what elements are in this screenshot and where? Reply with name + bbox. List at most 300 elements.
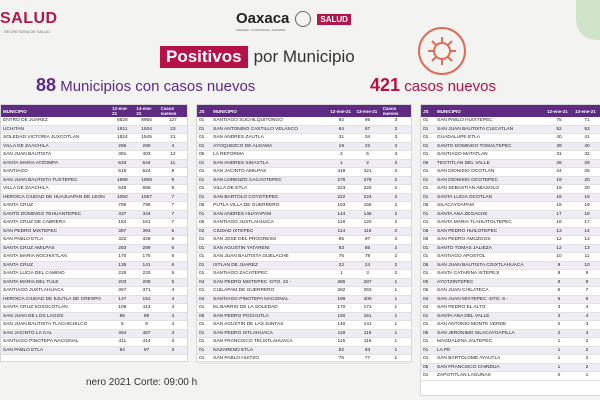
table-row — [1, 202, 187, 211]
table-cell: 1 — [573, 372, 600, 381]
table-cell: 224 — [354, 193, 380, 202]
table-cell: 3 — [545, 312, 573, 321]
table-cell: 4 — [159, 295, 187, 304]
col-date1: 12-ene-21 — [110, 105, 134, 117]
table-cell: 328 — [134, 236, 158, 245]
table-cell: VILLA DE ETLA — [211, 185, 328, 194]
table-row — [1, 270, 187, 279]
table-cell: 01 — [197, 236, 211, 245]
table-cell: 119 — [354, 329, 380, 338]
table-cell: SANTIAGO APOSTOL — [435, 253, 545, 262]
table-row — [421, 134, 600, 143]
table-cell: 633 — [110, 159, 134, 168]
table-cell: 05 — [421, 363, 435, 372]
table-cell: 2 — [573, 346, 600, 355]
table-cell: SAN JUAN BAUTISTA — [1, 151, 110, 160]
table-row — [421, 295, 600, 304]
table-cell: 170 — [328, 304, 354, 313]
table-row — [1, 253, 187, 262]
table-row — [421, 168, 600, 177]
table-cell: 01 — [197, 261, 211, 270]
table-cell: 02 — [197, 227, 211, 236]
table-cell: 01 — [197, 287, 211, 296]
table-panel-3 — [420, 104, 600, 396]
table-row — [421, 244, 600, 253]
table-cell: 6 — [159, 261, 187, 270]
table-cell: 2 — [381, 236, 411, 245]
table-cell: 116 — [354, 227, 380, 236]
table-cell: 118 — [328, 329, 354, 338]
table-row — [197, 193, 411, 202]
table-cell: 24 — [354, 261, 380, 270]
table-cell: 7 — [159, 193, 187, 202]
table-cell: 01 — [421, 125, 435, 134]
table-cell: 19 — [545, 185, 573, 194]
table-cell: 1911 — [110, 125, 134, 134]
table-cell: 1599 — [110, 176, 134, 185]
table-cell: 05 — [421, 261, 435, 270]
table-cell: 4 — [159, 304, 187, 313]
table-row — [197, 236, 411, 245]
table-row — [421, 304, 600, 313]
table-cell: 1934 — [134, 125, 158, 134]
table-cell: SAN PEDRO IXTLAHUACA — [211, 329, 328, 338]
table-cell: 12 — [159, 151, 187, 160]
table-row — [421, 193, 600, 202]
table-cell: HEROICA CIUDAD DE EJUTLA DE CRESPO — [1, 295, 110, 304]
oaxaca-logo: Oaxaca — [236, 10, 290, 27]
table-cell: 01 — [197, 185, 211, 194]
table-cell: 7 — [159, 202, 187, 211]
table-cell: 5 — [545, 295, 573, 304]
table-cell: 524 — [134, 168, 158, 177]
table-cell: SAN ANTONINO CASTILLO VELASCO — [211, 125, 328, 134]
table-cell: 9 — [159, 176, 187, 185]
table-cell: SANTIAGO JUXTLAHUACA — [1, 287, 110, 296]
table-cell: 01 — [421, 185, 435, 194]
table-cell: 3 — [381, 134, 411, 143]
table-cell: 2 — [381, 227, 411, 236]
table-cell: 01 — [421, 176, 435, 185]
table-cell: SAN JOSE DEL PROGRESO — [211, 236, 328, 245]
table-cell: 4 — [159, 321, 187, 330]
table-cell: 5 — [110, 321, 134, 330]
table-row — [1, 219, 187, 228]
table-cell: 161 — [134, 219, 158, 228]
table-row — [197, 329, 411, 338]
table-cell: 22 — [354, 142, 380, 151]
table-cell: 01 — [421, 244, 435, 253]
table-row — [1, 134, 187, 143]
col-js: JS — [421, 105, 435, 117]
table-cell: 155 — [354, 202, 380, 211]
table-cell: 116 — [354, 338, 380, 347]
table-cell: 01 — [421, 253, 435, 262]
table-row — [197, 261, 411, 270]
table-cell: 01 — [421, 270, 435, 279]
table-cell: 92 — [328, 117, 354, 125]
table-cell: 3 — [159, 346, 187, 355]
table-cell: 13 — [573, 236, 600, 245]
table-row — [197, 355, 411, 364]
table-cell: 6 — [159, 253, 187, 262]
table-cell: SANTA MARIA DEL TULE — [1, 278, 110, 287]
table-row — [1, 210, 187, 219]
table-row — [1, 142, 187, 151]
table-cell: 01 — [421, 338, 435, 347]
table-cell: 2 — [328, 151, 354, 160]
table-cell: 75 — [545, 117, 573, 125]
table-cell: 8828 — [110, 117, 134, 125]
table-cell: 1 — [381, 338, 411, 347]
table-cell: 9 — [159, 168, 187, 177]
table-row — [421, 219, 600, 228]
table-cell: 2 — [381, 244, 411, 253]
table-cell: 3 — [381, 159, 411, 168]
salud-logo-subtitle: SECRETARÍA DE SALUD — [4, 29, 51, 34]
table-row — [197, 295, 411, 304]
table-cell: 05 — [421, 287, 435, 296]
table-cell: 391 — [110, 151, 134, 160]
table-cell: 1057 — [134, 193, 158, 202]
table-cell: SANTIAGO — [1, 168, 110, 177]
table-cell: 153 — [328, 202, 354, 211]
table-cell: 3 — [381, 125, 411, 134]
table-cell: 3 — [545, 304, 573, 313]
table-cell: SAN PEDRO MIXTEPEC — [1, 227, 110, 236]
table-cell: 118 — [328, 219, 354, 228]
table-cell: 3 — [159, 338, 187, 347]
table-row — [1, 227, 187, 236]
table-cell: 19 — [545, 176, 573, 185]
table-cell: 04 — [197, 295, 211, 304]
table-cell: 147 — [110, 295, 134, 304]
table-cell: 1 — [328, 159, 354, 168]
table-cell: 393 — [134, 227, 158, 236]
table-cell: SAN SEBASTIAN ABASOLO — [435, 185, 545, 194]
table-cell: 141 — [134, 261, 158, 270]
table-cell: 109 — [110, 304, 134, 313]
table-cell: SAN JUAN CHILATECA — [435, 287, 545, 296]
state-seal-icon — [295, 11, 311, 27]
col-casos: Casos nuevos — [381, 105, 411, 117]
table-cell: 52 — [545, 125, 573, 134]
table-cell: 1 — [381, 287, 411, 296]
table-row — [1, 261, 187, 270]
table-cell: 1 — [545, 363, 573, 372]
casos-summary — [370, 75, 496, 96]
table-cell: 17 — [545, 210, 573, 219]
casos-text: casos nuevos — [404, 78, 496, 95]
table-cell: 2 — [381, 253, 411, 262]
table-cell: SANTIAGO ZACATEPEC — [211, 270, 328, 279]
table-cell: 01 — [421, 151, 435, 160]
table-cell: 13 — [573, 244, 600, 253]
table-row — [421, 363, 600, 372]
table-cell: 278 — [354, 176, 380, 185]
table-cell: 18 — [545, 193, 573, 202]
table-cell: 8 — [545, 278, 573, 287]
table-cell: SANTA CRUZ AMILPAS — [1, 244, 110, 253]
table-cell: 225 — [354, 185, 380, 194]
col-municipio: MUNICIPIO — [1, 105, 110, 117]
table-cell: SAN BARTOLO COYOTEPEC — [211, 193, 328, 202]
col-municipio: MUNICIPIO — [435, 105, 545, 117]
table-cell: SAN PEDRO HUILOTEPEC — [435, 227, 545, 236]
table-cell: 1 — [545, 355, 573, 364]
table-cell: 01 — [421, 117, 435, 125]
table-cell: 7 — [573, 287, 600, 296]
table-cell: 223 — [328, 185, 354, 194]
table-cell: 76 — [328, 253, 354, 262]
table-cell: 5 — [159, 278, 187, 287]
table-cell: SAN JUAN BAUTISTA CUICATLAN — [435, 125, 545, 134]
table-cell: SANTO DOMINGO TEHUANTEPEC — [1, 210, 110, 219]
table-cell: 20 — [573, 185, 600, 194]
table-cell: 154 — [110, 219, 134, 228]
table-cell: 01 — [421, 321, 435, 330]
table-cell: 01 — [421, 219, 435, 228]
table-cell: 85 — [354, 244, 380, 253]
table-cell: 135 — [110, 261, 134, 270]
table-cell: 01 — [197, 270, 211, 279]
table-cell: 8955 — [134, 117, 158, 125]
table-cell: SAN BARTOLOME AYAUTLA — [435, 355, 545, 364]
table-cell: 01 — [197, 304, 211, 313]
table-cell: 3 — [573, 321, 600, 330]
table-cell: 16 — [545, 219, 573, 228]
table-cell: 1 — [545, 346, 573, 355]
table-cell: 1 — [381, 278, 411, 287]
table-cell: 18 — [545, 202, 573, 211]
table-cell: 200 — [354, 295, 380, 304]
table-row — [1, 159, 187, 168]
table-cell: SAN PABLO ETLA — [1, 236, 110, 245]
table-cell: 40 — [573, 142, 600, 151]
table-cell: 3 — [381, 151, 411, 160]
table-cell: 64 — [328, 125, 354, 134]
table-row — [1, 236, 187, 245]
casos-count: 421 — [370, 75, 401, 95]
table-cell: SANTA LUCIA OCOTLAN — [435, 193, 545, 202]
table-cell: 01 — [421, 142, 435, 151]
table-cell: 32 — [573, 151, 600, 160]
table-cell: NAZARENO ETLA — [211, 346, 328, 355]
table-cell: 2 — [381, 168, 411, 177]
table-cell: SOLEDAD VICTORIA JUXCOTLAN — [1, 134, 110, 143]
table-cell: SAN PABLO HUIXTEPEC — [435, 117, 545, 125]
table-cell: 01 — [421, 346, 435, 355]
table-cell: SAN JUAN DE LOS LAGOS — [1, 312, 110, 321]
table-cell: 141 — [354, 321, 380, 330]
table-cell: ZAPOTITLAN LAGUNAS — [435, 372, 545, 381]
table-cell: 4 — [573, 304, 600, 313]
table-cell: 29 — [573, 159, 600, 168]
col-municipio: MUNICIPIO — [211, 105, 328, 117]
table-cell: 04 — [197, 278, 211, 287]
table-cell: 22 — [328, 261, 354, 270]
table-cell: SANTA CATARINA IXTEPEJI — [435, 270, 545, 279]
table-cell: 01 — [421, 193, 435, 202]
municipios-summary — [36, 75, 255, 96]
table-row — [421, 372, 600, 381]
table-cell: SAN FRANCISCO TELIXTLAHUACA — [211, 338, 328, 347]
table-cell: 1 — [381, 304, 411, 313]
table-cell: 3 — [573, 329, 600, 338]
table-cell: 796 — [134, 202, 158, 211]
table-cell: SILACAYOAPAM — [435, 202, 545, 211]
table-cell: 228 — [110, 270, 134, 279]
table-row — [197, 151, 411, 160]
table-row — [197, 185, 411, 194]
table-cell: 06 — [421, 236, 435, 245]
table-cell: 05 — [421, 278, 435, 287]
table-cell: 31 — [328, 134, 354, 143]
table-cell: SAN PEDRO AMUZGOS — [435, 236, 545, 245]
table-cell: 2 — [381, 210, 411, 219]
table-cell: 283 — [110, 244, 134, 253]
salud-badge: SALUD — [317, 14, 351, 25]
table-cell: AYOTZINTEPEC — [435, 278, 545, 287]
table-cell: 3 — [354, 270, 380, 279]
table-cell: UCHITAN — [1, 125, 110, 134]
table-cell: MAGDALENA JALTEPEC — [435, 338, 545, 347]
table-cell: 8 — [159, 185, 187, 194]
oaxaca-slogan: CRECER • CONSTRUIR • AVANZAR — [236, 28, 286, 32]
table-cell: 289 — [134, 244, 158, 253]
table-cell: 01 — [421, 168, 435, 177]
table-cell: SANTA MARIA ATZOMPA — [1, 159, 110, 168]
table-cell: 4 — [159, 312, 187, 321]
table-cell: 06 — [197, 312, 211, 321]
table-cell: 19 — [573, 193, 600, 202]
table-row — [1, 176, 187, 185]
table-cell: 23 — [159, 125, 187, 134]
table-cell: 67 — [354, 125, 380, 134]
table-cell: 04 — [421, 295, 435, 304]
table-cell: 6 — [573, 295, 600, 304]
table-cell: 21 — [159, 134, 187, 143]
table-cell: VILLA DE ZAACHILA — [1, 142, 110, 151]
table-cell: SAN ANTONIO MONTE VERDE — [435, 321, 545, 330]
table-row — [421, 329, 600, 338]
table-cell: EL BARRIO DE LA SOLEDAD — [211, 304, 328, 313]
table-cell: VILLA DE ZAACHILA — [1, 185, 110, 194]
table-row — [421, 227, 600, 236]
table-row — [1, 338, 187, 347]
table-cell: SAN JUAN MIXTEPEC -DTO. 8 - — [435, 295, 545, 304]
table-cell: 25 — [573, 168, 600, 177]
table-cell: CUILAPAM DE GUERRERO — [211, 287, 328, 296]
table-cell: 01 — [197, 210, 211, 219]
table-cell: 1524 — [110, 134, 134, 143]
table-row — [421, 176, 600, 185]
table-row — [197, 202, 411, 211]
col-date2: 13-ene-21 — [354, 105, 380, 117]
table-row — [197, 338, 411, 347]
table-cell: SANTA ANA ZEGACHE — [435, 210, 545, 219]
table-row — [197, 270, 411, 279]
table-cell: 05 — [421, 329, 435, 338]
table-cell: 06 — [421, 227, 435, 236]
table-cell: 28 — [545, 159, 573, 168]
table-cell: 322 — [110, 236, 134, 245]
footer-cutoff: nero 2021 Corte: 09:00 h — [86, 377, 198, 388]
table-row — [421, 117, 600, 125]
table-cell: 171 — [354, 304, 380, 313]
table-row — [1, 151, 187, 160]
table-cell: SAN JERONIMO SILACAYOAPILLA — [435, 329, 545, 338]
table-cell: ENTRO DE JUAREZ — [1, 117, 110, 125]
table-cell: 113 — [134, 304, 158, 313]
table-cell: SAN JACINTO AMILPAS — [211, 168, 328, 177]
table-cell: 2 — [381, 176, 411, 185]
table-cell: 13 — [545, 227, 573, 236]
table-cell: 97 — [354, 236, 380, 245]
table-cell: 387 — [110, 227, 134, 236]
table-cell: SAN LORENZO CACAOTEPEC — [211, 176, 328, 185]
table-cell: 419 — [328, 168, 354, 177]
table-cell: 40 — [545, 134, 573, 143]
table-cell: SAN PABLO HUITZO — [211, 355, 328, 364]
table-row — [197, 142, 411, 151]
table-cell: 24 — [545, 168, 573, 177]
table-row — [197, 168, 411, 177]
table-cell: SAN PEDRO POCHUTLA — [211, 312, 328, 321]
table-cell: 1545 — [134, 134, 158, 143]
table-cell: PUTLA VILLA DE GUERRERO — [211, 202, 328, 211]
table-cell: 01 — [197, 244, 211, 253]
table-cell: 2 — [381, 185, 411, 194]
col-js: JS — [197, 105, 211, 117]
table-cell: 150 — [328, 312, 354, 321]
table-row — [421, 142, 600, 151]
page-title — [160, 46, 355, 68]
table-cell: 14 — [573, 227, 600, 236]
table-cell: SAN PABLO ETLA — [1, 346, 110, 355]
table-cell: 6 — [159, 227, 187, 236]
table-row — [421, 278, 600, 287]
table-cell: SAN FRANCISCO CHINDUA — [435, 363, 545, 372]
table-cell: 10 — [545, 253, 573, 262]
table-cell: SANTA CRUZ — [1, 261, 110, 270]
table-cell: 4 — [159, 142, 187, 151]
table-row — [421, 159, 600, 168]
table-cell: 3 — [381, 117, 411, 125]
table-cell: SANTO DOMINGO TOMALTEPEC — [435, 142, 545, 151]
table-row — [197, 244, 411, 253]
table-row — [1, 185, 187, 194]
table-cell: 114 — [328, 227, 354, 236]
table-cell: 337 — [110, 210, 134, 219]
table-cell: 76 — [328, 355, 354, 364]
table-row — [197, 219, 411, 228]
table-cell: 263 — [354, 287, 380, 296]
table-cell: 77 — [354, 355, 380, 364]
table-cell: 2 — [381, 261, 411, 270]
table-cell: IXTLAN DE JUAREZ — [211, 261, 328, 270]
table-row — [421, 261, 600, 270]
table-cell: 2 — [545, 321, 573, 330]
corner-decoration — [576, 0, 600, 40]
table-cell: SAN JUAN BAUTISTA GUELACHE — [211, 253, 328, 262]
table-cell: SAN JACINTO LA CAL — [1, 329, 110, 338]
table-cell: 2 — [381, 270, 411, 279]
virus-icon — [418, 27, 466, 75]
table-cell: 648 — [110, 185, 134, 194]
table-row — [197, 304, 411, 313]
table-cell: 115 — [328, 338, 354, 347]
